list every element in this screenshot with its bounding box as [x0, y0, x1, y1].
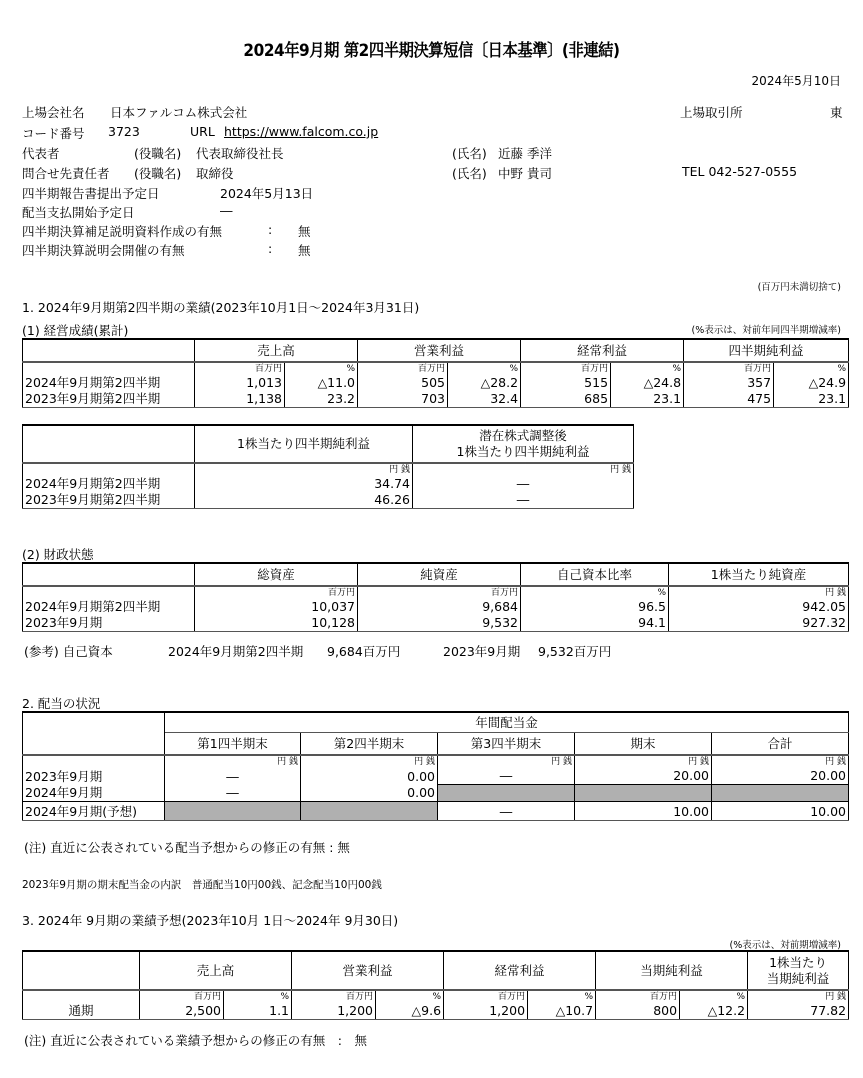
dividend-start: ―	[220, 203, 233, 218]
unit: 百万円	[596, 990, 680, 1003]
cell: △24.9	[774, 375, 849, 391]
table-row	[23, 476, 634, 492]
code-label: コード番号	[22, 126, 85, 141]
row-label: 2023年9月期	[23, 615, 195, 632]
rep-name: 近藤 季洋	[498, 146, 552, 161]
cell: 505	[358, 375, 448, 391]
unit: 百万円	[292, 990, 376, 1003]
row-label: 2023年9月期第2四半期	[23, 391, 195, 408]
diluted-eps-header: 潜在株式調整後 1株当たり四半期純利益	[413, 425, 634, 463]
cell: 23.1	[774, 391, 849, 408]
cell: △9.6	[376, 1003, 444, 1020]
fin-header-net-assets: 純資産	[358, 563, 521, 586]
div-header-q2: 第2四半期末	[301, 733, 438, 756]
reference-label: (参考) 自己資本	[24, 644, 113, 659]
row-label: 2024年9月期	[23, 785, 165, 802]
report-date-label: 四半期報告書提出予定日	[22, 186, 160, 201]
annual-dividend-header: 年間配当金	[165, 712, 849, 733]
cell: 10,128	[195, 615, 358, 632]
results-table	[22, 338, 849, 408]
table-row	[23, 492, 634, 509]
table-row	[23, 768, 849, 785]
cell: 800	[596, 1003, 680, 1020]
cell: ―	[438, 802, 575, 821]
row-label: 2023年9月期第2四半期	[23, 492, 195, 509]
rep-title: 代表取締役社長	[196, 146, 284, 161]
fc-header-net: 当期純利益	[596, 951, 748, 990]
briefing-colon: :	[268, 241, 273, 256]
tel: TEL 042-527-0555	[682, 164, 798, 179]
cell: 23.1	[611, 391, 684, 408]
section1-sub1: (1) 経営成績(累計)	[22, 323, 129, 338]
company-url-link[interactable]: https://www.falcom.co.jp	[224, 124, 379, 139]
reference-p1-label: 2024年9月期第2四半期	[168, 644, 304, 659]
fin-header-total-assets: 総資産	[195, 563, 358, 586]
cell: 1,200	[292, 1003, 376, 1020]
listed-company-label: 上場会社名	[22, 105, 85, 120]
cell: 20.00	[712, 768, 849, 785]
results-header-blank	[23, 339, 195, 362]
row-label: 2024年9月期第2四半期	[23, 599, 195, 615]
cell: 1,138	[195, 391, 285, 408]
url-label: URL	[190, 124, 215, 139]
unit: 円 銭	[195, 463, 413, 476]
forecast-table	[22, 950, 849, 1020]
dividend-breakdown: 2023年9月期の期末配当金の内訳 普通配当10円00銭、記念配当10円00銭	[22, 879, 382, 891]
fin-header-bps: 1株当たり純資産	[669, 563, 849, 586]
unit: 円 銭	[438, 755, 575, 768]
unit: 円 銭	[748, 990, 849, 1003]
reference-p2-value: 9,532百万円	[538, 644, 612, 659]
report-date: 2024年5月13日	[220, 186, 314, 201]
cell: 46.26	[195, 492, 413, 509]
dividend-start-label: 配当支払開始予定日	[22, 205, 135, 220]
eps-table	[22, 424, 634, 509]
cell: 32.4	[448, 391, 521, 408]
rounding-note: (百万円未満切捨て)	[757, 282, 841, 293]
listed-company: 日本ファルコム株式会社	[110, 105, 248, 120]
reference-p1-value: 9,684百万円	[327, 644, 401, 659]
section1-heading: 1. 2024年9月期第2四半期の業績(2023年10月1日～2024年3月31日)	[22, 300, 420, 315]
cell: 96.5	[521, 599, 669, 615]
unit: 百万円	[521, 362, 611, 375]
forecast-revision-note: (注) 直近に公表されている業績予想からの修正の有無 : 無	[24, 1033, 367, 1048]
unit: 円 銭	[301, 755, 438, 768]
unit: %	[521, 586, 669, 599]
shaded-cell	[301, 802, 438, 821]
cell: 77.82	[748, 1003, 849, 1020]
results-header-sales: 売上高	[195, 339, 358, 362]
cell: ―	[165, 785, 301, 802]
supplement-colon: :	[268, 222, 273, 237]
cell: 927.32	[669, 615, 849, 632]
cell: △11.0	[285, 375, 358, 391]
table-row	[23, 1003, 849, 1020]
unit: %	[680, 990, 748, 1003]
financial-table	[22, 562, 849, 632]
section3-heading: 3. 2024年 9月期の業績予想(2023年10月 1日～2024年 9月30日)	[22, 913, 399, 928]
contact-title-label: (役職名)	[134, 166, 182, 181]
cell: 2,500	[140, 1003, 224, 1020]
contact-label: 問合せ先責任者	[22, 166, 110, 181]
shaded-cell	[575, 785, 712, 802]
unit: 円 銭	[669, 586, 849, 599]
unit: %	[774, 362, 849, 375]
cell: 357	[684, 375, 774, 391]
cell: △12.2	[680, 1003, 748, 1020]
cell: 703	[358, 391, 448, 408]
cell: ―	[438, 768, 575, 785]
document-title: 2024年9月期 第2四半期決算短信〔日本基準〕(非連結)	[243, 41, 620, 61]
table-row	[23, 375, 849, 391]
row-label: 2024年9月期第2四半期	[23, 375, 195, 391]
dividend-table	[22, 711, 849, 821]
results-header-net: 四半期純利益	[684, 339, 849, 362]
cell: 1.1	[224, 1003, 292, 1020]
cell: ―	[165, 768, 301, 785]
results-header-operating: 営業利益	[358, 339, 521, 362]
unit: 百万円	[358, 362, 448, 375]
cell: 942.05	[669, 599, 849, 615]
fc-header-eps: 1株当たり 当期純利益	[748, 951, 849, 990]
unit: %	[376, 990, 444, 1003]
unit: %	[224, 990, 292, 1003]
cell: 94.1	[521, 615, 669, 632]
unit: 円 銭	[575, 755, 712, 768]
dividend-revision-note: (注) 直近に公表されている配当予想からの修正の有無 : 無	[24, 840, 350, 855]
unit: %	[528, 990, 596, 1003]
unit: 百万円	[195, 586, 358, 599]
rep-name-label: (氏名)	[452, 146, 487, 161]
cell: 34.74	[195, 476, 413, 492]
table-row	[23, 802, 849, 821]
cell: 1,013	[195, 375, 285, 391]
cell: 0.00	[301, 785, 438, 802]
unit: 円 銭	[712, 755, 849, 768]
section1-sub1-note: (%表示は、対前年同四半期増減率)	[691, 325, 841, 336]
contact-title: 取締役	[196, 166, 234, 181]
eps-header: 1株当たり四半期純利益	[195, 425, 413, 463]
unit: %	[611, 362, 684, 375]
exchange-label: 上場取引所	[680, 105, 743, 120]
cell: 1,200	[444, 1003, 528, 1020]
contact-name: 中野 貴司	[498, 166, 552, 181]
unit: 円 銭	[165, 755, 301, 768]
row-label: 2024年9月期(予想)	[23, 802, 165, 821]
fc-header-operating: 営業利益	[292, 951, 444, 990]
section2-heading: 2. 配当の状況	[22, 696, 101, 711]
cell: 20.00	[575, 768, 712, 785]
shaded-cell	[712, 785, 849, 802]
unit: 円 銭	[413, 463, 634, 476]
unit: 百万円	[684, 362, 774, 375]
publish-date: 2024年5月10日	[751, 74, 841, 88]
section1-sub2: (2) 財政状態	[22, 547, 94, 562]
cell: 9,532	[358, 615, 521, 632]
table-row	[23, 615, 849, 632]
unit: 百万円	[140, 990, 224, 1003]
fin-header-equity-ratio: 自己資本比率	[521, 563, 669, 586]
fc-header-ordinary: 経常利益	[444, 951, 596, 990]
div-header-q1: 第1四半期末	[165, 733, 301, 756]
contact-name-label: (氏名)	[452, 166, 487, 181]
cell: 515	[521, 375, 611, 391]
cell: 475	[684, 391, 774, 408]
cell: 0.00	[301, 768, 438, 785]
row-label: 通期	[23, 1003, 140, 1020]
cell: △24.8	[611, 375, 684, 391]
briefing-label: 四半期決算説明会開催の有無	[22, 243, 185, 258]
cell: 10,037	[195, 599, 358, 615]
table-row	[23, 599, 849, 615]
supplement-value: 無	[298, 224, 311, 239]
cell: 10.00	[575, 802, 712, 821]
shaded-cell	[438, 785, 575, 802]
shaded-cell	[165, 802, 301, 821]
cell: 10.00	[712, 802, 849, 821]
cell: △10.7	[528, 1003, 596, 1020]
fc-header-sales: 売上高	[140, 951, 292, 990]
unit: 百万円	[358, 586, 521, 599]
row-label: 2024年9月期第2四半期	[23, 476, 195, 492]
code: 3723	[108, 124, 140, 139]
unit: %	[448, 362, 521, 375]
section3-note: (%表示は、対前期増減率)	[729, 940, 841, 951]
div-header-total: 合計	[712, 733, 849, 756]
cell: ―	[413, 476, 634, 492]
div-header-q3: 第3四半期末	[438, 733, 575, 756]
exchange: 東	[830, 105, 843, 120]
reference-p2-label: 2023年9月期	[443, 644, 521, 659]
cell: 685	[521, 391, 611, 408]
supplement-label: 四半期決算補足説明資料作成の有無	[22, 224, 223, 239]
table-row	[23, 785, 849, 802]
cell: 9,684	[358, 599, 521, 615]
div-header-year-end: 期末	[575, 733, 712, 756]
row-label: 2023年9月期	[23, 768, 165, 785]
unit: 百万円	[195, 362, 285, 375]
cell: ―	[413, 492, 634, 509]
results-header-ordinary: 経常利益	[521, 339, 684, 362]
cell: 23.2	[285, 391, 358, 408]
representative-label: 代表者	[22, 146, 60, 161]
rep-title-label: (役職名)	[134, 146, 182, 161]
unit: 百万円	[444, 990, 528, 1003]
unit: %	[285, 362, 358, 375]
briefing-value: 無	[298, 243, 311, 258]
table-row	[23, 391, 849, 408]
cell: △28.2	[448, 375, 521, 391]
